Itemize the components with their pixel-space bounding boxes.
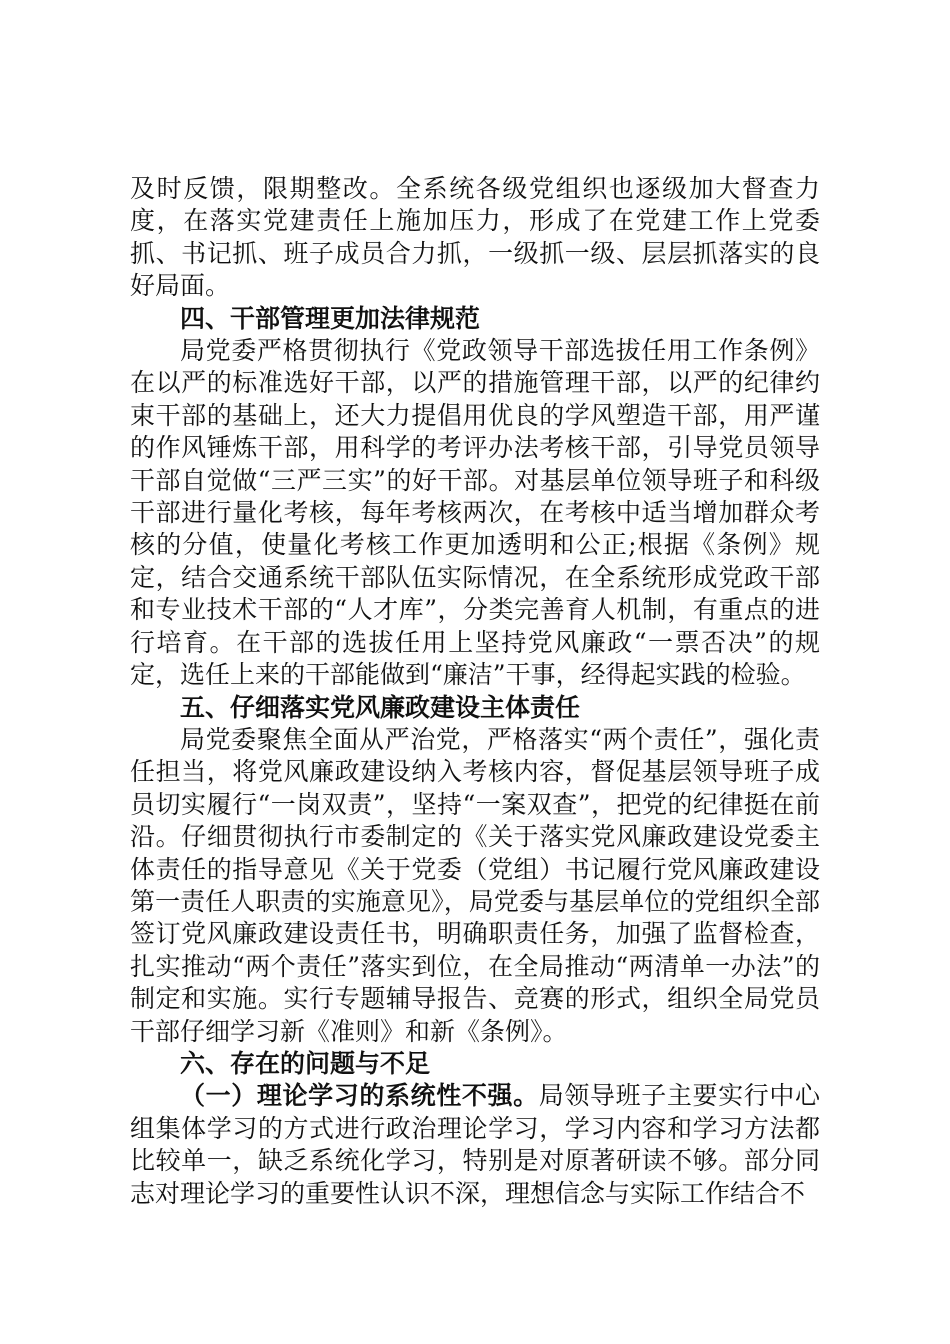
section-5-paragraph: 局党委聚焦全面从严治党，严格落实“两个责任”，强化责任担当，将党风廉政建设纳入考核内容，督促基层领导班子成员切实履行“一岗双责”，坚持“一案双查”，把党的纪律挺在前沿。仔细贯彻执行市委制定的《关于落实党风廉政建设党委主体责任的指导意见《关于党委（党组）书记履行党风廉政建设第一责任人职责的实施意见》，局党委与基层单位的党组织全部签订党风廉政建设责任书，明确职责任务，加强了监督检查，扎实推动“两个责任”落实到位，在全局推动“两清单一办法”的制定和实施。实行专题辅导报告、竞赛的形式，组织全局党员干部仔细学习新《准则》和新《条例》。 [130, 724, 820, 1046]
intro-paragraph: 及时反馈，限期整改。全系统各级党组织也逐级加大督查力度，在落实党建责任上施加压力，形成了在党建工作上党委抓、书记抓、班子成员合力抓，一级抓一级、层层抓落实的良好局面。 [130, 174, 820, 301]
section-6-subsection-1 [130, 1080, 820, 1210]
document-body [130, 173, 820, 1210]
section-4-paragraph: 局党委严格贯彻执行《党政领导干部选拔任用工作条例》在以严的标准选好干部，以严的措施管理干部，以严的纪律约束干部的基础上，还大力提倡用优良的学风塑造干部，用严谨的作风锤炼干部，用科学的考评办法考核干部，引导党员领导干部自觉做“三严三实”的好干部。对基层单位领导班子和科级干部进行量化考核，每年考核两次，在考核中适当增加群众考核的分值，使量化考核工作更加透明和公正;根据《条例》规定，结合交通系统干部队伍实际情况，在全系统形成党政干部和专业技术干部的“人才库”，分类完善育人机制，有重点的进行培育。在干部的选拔任用上坚持党风廉政“一票否决”的规定，选任上来的干部能做到“廉洁”干事，经得起实践的检验。 [130, 336, 820, 690]
subsection-1-text: 局领导班子主要实行中心组集体学习的方式进行政治理论学习，学习内容和学习方法都比较单一，缺乏系统化学习，特别是对原著研读不够。部分同志对理论学习的重要性认识不深，理想信念与实际工作结合不 [130, 1081, 820, 1208]
section-6-heading: 六、存在的问题与不足 [180, 1048, 431, 1078]
section-5-heading: 五、仔细落实党风廉政建设主体责任 [180, 692, 581, 722]
subsection-1-title: （一）理论学习的系统性不强。 [180, 1081, 539, 1111]
section-4-heading: 四、干部管理更加法律规范 [180, 303, 481, 333]
